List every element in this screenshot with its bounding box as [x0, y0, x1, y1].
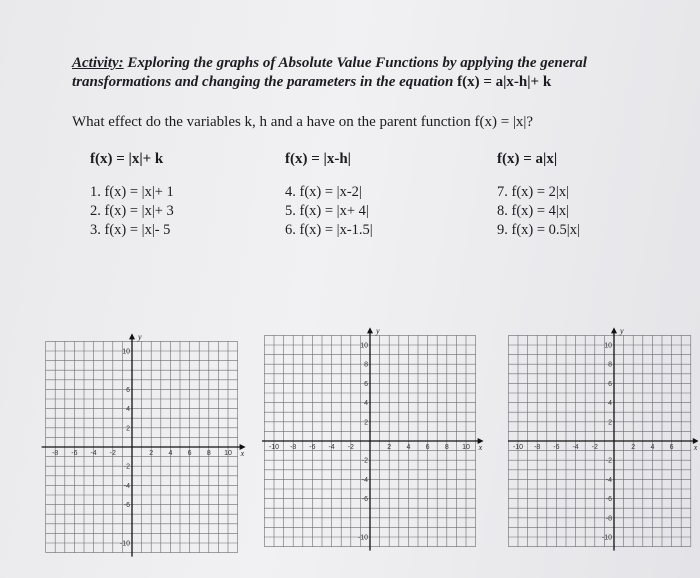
- y-tick-label: 4: [126, 406, 130, 414]
- y-tick-label: 8: [608, 361, 612, 369]
- x-tick-label: 2: [387, 444, 392, 451]
- problem-4: 4. f(x) = |x-2|: [285, 184, 362, 200]
- y-tick-label: -4: [123, 482, 130, 490]
- x-tick-label: -2: [109, 450, 116, 457]
- y-tick-label: -8: [605, 515, 612, 523]
- y-tick-label: 6: [364, 380, 368, 388]
- x-tick-label: 4: [650, 444, 655, 451]
- x-tick-label: -8: [290, 444, 297, 451]
- y-tick-label: 8: [364, 361, 368, 369]
- x-tick-label: -6: [71, 450, 78, 457]
- y-tick-label: 10: [122, 348, 130, 356]
- x-tick-label: -6: [309, 444, 316, 451]
- question-text: What effect do the variables k, h and a have on the parent function f(x) = |x|?: [72, 114, 534, 130]
- y-axis-label: y: [376, 326, 380, 336]
- y-tick-label: -2: [605, 457, 612, 465]
- x-tick-label: 6: [425, 444, 430, 451]
- x-axis-label: x: [240, 449, 245, 458]
- problem-5: 5. f(x) = |x+ 4|: [285, 203, 369, 219]
- problem-8: 8. f(x) = 4|x|: [497, 203, 569, 219]
- y-tick-label: 6: [126, 386, 130, 394]
- x-tick-label: -10: [268, 444, 280, 451]
- y-axis-label: y: [620, 326, 624, 336]
- y-tick-label: 4: [608, 400, 612, 408]
- column-h-heading: f(x) = |x-h|: [285, 151, 351, 167]
- x-tick-label: 8: [206, 450, 211, 457]
- y-tick-label: -10: [119, 540, 130, 548]
- x-tick-label: -4: [328, 444, 335, 451]
- x-tick-label: 10: [224, 450, 232, 457]
- x-tick-label: -2: [591, 444, 598, 451]
- x-tick-label: -6: [553, 444, 560, 451]
- y-tick-label: -2: [361, 457, 368, 465]
- y-tick-label: -6: [361, 496, 368, 504]
- column-a: [497, 150, 580, 240]
- y-tick-label: 10: [604, 342, 612, 350]
- y-tick-label: -6: [605, 496, 612, 504]
- y-tick-label: 2: [608, 419, 612, 427]
- x-tick-label: 2: [149, 450, 154, 457]
- y-tick-label: 2: [364, 419, 368, 427]
- x-axis-label: x: [693, 443, 698, 452]
- y-tick-label: -4: [605, 476, 612, 484]
- column-h: [285, 150, 373, 240]
- x-tick-label: 6: [187, 450, 192, 457]
- problem-2: 2. f(x) = |x|+ 3: [90, 203, 174, 219]
- y-tick-label: 4: [364, 400, 368, 408]
- x-tick-label: -10: [512, 444, 524, 451]
- activity-label: Activity:: [72, 55, 124, 71]
- y-axis-arrow: [367, 327, 373, 333]
- x-tick-label: -2: [347, 444, 354, 451]
- column-k: [90, 150, 174, 240]
- coordinate-grid-1[interactable]: [40, 325, 248, 557]
- x-tick-label: 6: [669, 444, 674, 451]
- problem-3: 3. f(x) = |x|- 5: [90, 222, 171, 238]
- y-tick-label: 2: [126, 425, 130, 433]
- x-tick-label: 4: [406, 444, 411, 451]
- y-tick-label: -10: [601, 534, 612, 542]
- y-tick-label: -10: [357, 534, 368, 542]
- y-axis-arrow: [611, 327, 617, 333]
- y-tick-label: 10: [360, 342, 368, 350]
- coordinate-grid-3[interactable]: [508, 325, 698, 557]
- problem-7: 7. f(x) = 2|x|: [497, 184, 569, 200]
- x-tick-label: -8: [52, 450, 59, 457]
- column-a-heading: f(x) = a|x|: [497, 151, 558, 167]
- x-tick-label: 10: [462, 444, 470, 451]
- y-axis-arrow: [129, 333, 135, 339]
- coordinate-grid-2[interactable]: [262, 325, 484, 557]
- y-tick-label: -4: [361, 476, 368, 484]
- y-axis-label: y: [138, 332, 142, 342]
- problem-6: 6. f(x) = |x-1.5|: [285, 222, 373, 238]
- x-tick-label: 2: [631, 444, 636, 451]
- x-tick-label: -4: [90, 450, 97, 457]
- x-tick-label: -8: [534, 444, 541, 451]
- problem-1: 1. f(x) = |x|+ 1: [90, 184, 174, 200]
- activity-title: [72, 54, 672, 92]
- problem-9: 9. f(x) = 0.5|x|: [497, 222, 580, 238]
- x-tick-label: -4: [572, 444, 579, 451]
- activity-description: Exploring the graphs of Absolute Value Functions by applying the general transformations and changing the parameters in the equation: [72, 55, 587, 90]
- y-tick-label: 6: [608, 380, 612, 388]
- x-tick-label: 4: [168, 450, 173, 457]
- y-tick-label: -6: [123, 502, 130, 510]
- y-tick-label: -2: [123, 463, 130, 471]
- column-k-heading: f(x) = |x|+ k: [90, 151, 164, 167]
- general-equation: f(x) = a|x-h|+ k: [457, 74, 552, 90]
- x-tick-label: 8: [444, 444, 449, 451]
- x-axis-label: x: [478, 443, 483, 452]
